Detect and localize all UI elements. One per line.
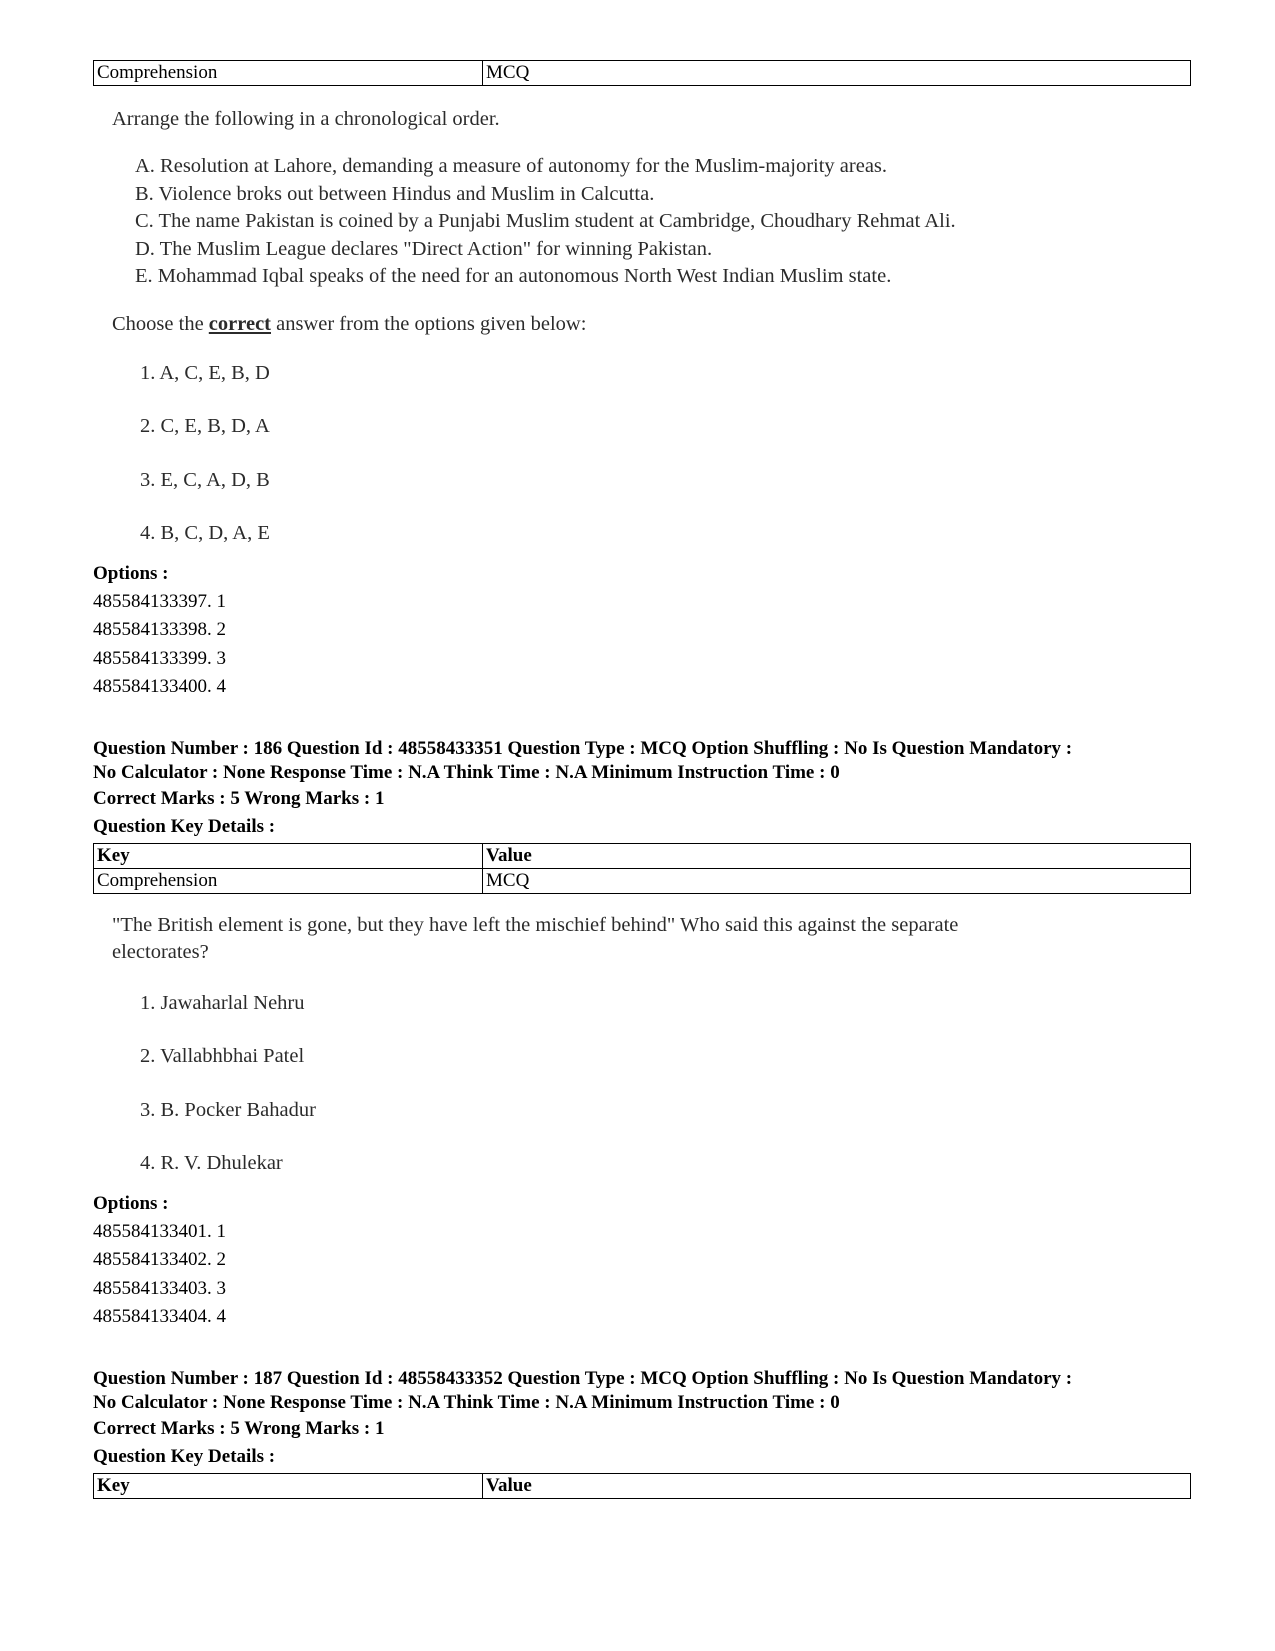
list-item: D. The Muslim League declares "Direct Action" for winning Pakistan. xyxy=(135,237,713,260)
list-item: A. Resolution at Lahore, demanding a measure of autonomy for the Muslim-majority areas. xyxy=(135,155,888,177)
question-meta-line: Question Number : 187 Question Id : 48558433352 Question Type : MCQ Option Shuffling : No Is Question Mandatory : xyxy=(93,1367,1073,1389)
marks-line: Correct Marks : 5 Wrong Marks : 1 xyxy=(93,1417,385,1439)
question-meta-line: No Calculator : None Response Time : N.A Think Time : N.A Minimum Instruction Time : 0 xyxy=(93,1391,840,1413)
value-cell: MCQ xyxy=(483,61,1191,86)
answer-choice: 1. A, C, E, B, D xyxy=(140,361,270,384)
answer-choices xyxy=(140,988,1191,1202)
key-details-table-q187 xyxy=(93,1473,1191,1499)
option-item: 485584133401. 1 xyxy=(93,1220,226,1242)
option-item: 485584133399. 3 xyxy=(93,647,226,669)
marks-line: Correct Marks : 5 Wrong Marks : 1 xyxy=(93,787,385,809)
value-cell: MCQ xyxy=(483,868,1191,893)
key-cell: Comprehension xyxy=(94,61,483,86)
option-item: 485584133402. 2 xyxy=(93,1249,226,1270)
option-item: 485584133403. 3 xyxy=(93,1277,226,1299)
answer-choice: 2. C, E, B, D, A xyxy=(140,415,270,437)
key-details-title: Question Key Details : xyxy=(93,815,276,837)
question-header-q186 xyxy=(93,737,1191,841)
list-item: C. The name Pakistan is coined by a Punjabi Muslim student at Cambridge, Choudhary Rehmat Ali. xyxy=(135,210,956,232)
table-header-row xyxy=(94,843,1191,868)
table-header-row xyxy=(94,1473,1191,1498)
key-header: Key xyxy=(94,1473,483,1498)
key-cell: Comprehension xyxy=(94,868,483,893)
question-image-q186 xyxy=(93,912,1191,1202)
key-details-table-q186 xyxy=(93,843,1191,894)
answer-choice: 4. R. V. Dhulekar xyxy=(140,1152,283,1174)
answer-choice: 3. B. Pocker Bahadur xyxy=(140,1098,316,1121)
question-image-q185 xyxy=(93,106,1191,572)
list-item: E. Mohammad Iqbal speaks of the need for an autonomous North West Indian Muslim state. xyxy=(135,265,892,287)
question-page xyxy=(93,60,1191,1499)
table-row xyxy=(94,61,1191,86)
emphasis-correct: correct xyxy=(208,312,271,335)
question-stem: Arrange the following in a chronological order. xyxy=(112,108,500,130)
question-meta-line: Question Number : 186 Question Id : 48558433351 Question Type : MCQ Option Shuffling : No Is Question Mandatory : xyxy=(93,737,1073,759)
answer-choice: 2. Vallabhbhai Patel xyxy=(140,1045,305,1067)
options-title: Options : xyxy=(93,562,169,584)
table-row xyxy=(94,868,1191,893)
question-meta-line: No Calculator : None Response Time : N.A Think Time : N.A Minimum Instruction Time : 0 xyxy=(93,761,840,783)
value-header: Value xyxy=(483,1473,1191,1498)
answer-choices xyxy=(140,358,1191,572)
answer-choice: 3. E, C, A, D, B xyxy=(140,468,270,491)
options-title: Options : xyxy=(93,1192,169,1214)
value-header: Value xyxy=(483,843,1191,868)
list-item: B. Violence broks out between Hindus and Muslim in Calcutta. xyxy=(135,182,655,205)
option-item: 485584133398. 2 xyxy=(93,619,226,640)
key-details-title: Question Key Details : xyxy=(93,1445,276,1467)
question-header-q187 xyxy=(93,1367,1191,1471)
answer-choice: 1. Jawaharlal Nehru xyxy=(140,991,305,1014)
option-item: 485584133397. 1 xyxy=(93,590,226,612)
option-item: 485584133404. 4 xyxy=(93,1306,226,1327)
question-stem: "The British element is gone, but they have left the mischief behind" Who said this against the separate electorates? xyxy=(112,913,959,963)
answer-choice: 4. B, C, D, A, E xyxy=(140,522,270,544)
choose-instruction: Choose the correct answer from the options given below: xyxy=(112,312,587,335)
option-item: 485584133400. 4 xyxy=(93,676,226,697)
key-details-table-q185 xyxy=(93,60,1191,86)
statement-list xyxy=(135,153,1191,291)
key-header: Key xyxy=(94,843,483,868)
